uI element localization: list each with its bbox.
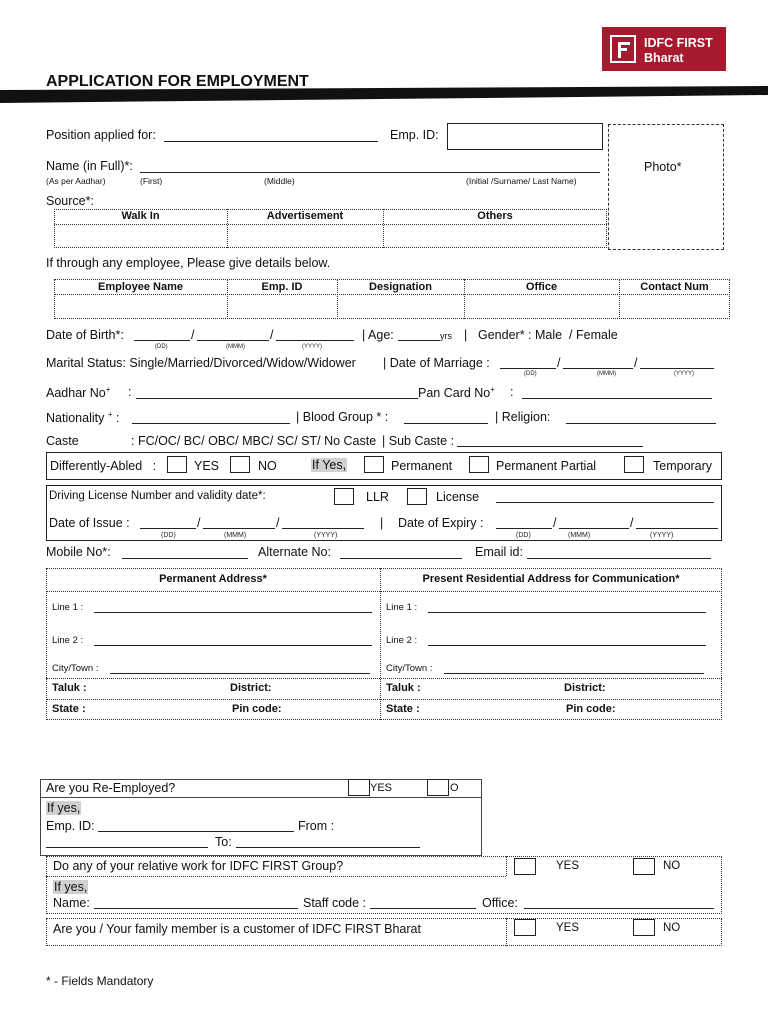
llr-checkbox[interactable] [334,488,354,505]
relative-no-checkbox[interactable] [633,858,655,875]
relative-staff-input[interactable] [370,908,476,909]
employee-ref-label: If through any employee, Please give details below. [46,256,331,270]
relative-office-input[interactable] [524,908,714,909]
license-number-input[interactable] [496,502,714,503]
dom-dd-input[interactable] [500,368,556,369]
alternate-label: Alternate No: [258,545,331,559]
name-sub-aadhar: (As per Aadhar) [46,176,106,186]
disability-label: Differently-Abled : [50,459,157,473]
blood-group-label: | Blood Group * : [296,410,389,424]
name-label: Name (in Full)*: [46,159,133,173]
perm-city-input[interactable] [110,673,370,674]
dom-mmm-input[interactable] [563,368,633,369]
photo-box[interactable] [608,124,724,250]
position-input[interactable] [164,141,378,142]
blood-group-input[interactable] [404,423,488,424]
email-input[interactable] [527,558,711,559]
aadhar-input[interactable] [136,398,418,399]
perm-line1-input[interactable] [94,612,372,613]
marital-label: Marital Status: Single/Married/Divorced/Widow/Widower [46,356,356,370]
name-sub-middle: (Middle) [264,176,295,186]
customer-yes-checkbox[interactable] [514,919,536,936]
issue-dd-input[interactable] [140,528,196,529]
reemployed-to-input[interactable] [236,847,420,848]
dob-mmm-input[interactable] [197,340,269,341]
sub-caste-label: | Sub Caste : [382,434,455,448]
expiry-yyyy-input[interactable] [636,528,718,529]
pan-label: Pan Card No+ [418,385,495,401]
alternate-input[interactable] [340,558,462,559]
logo-text-1: IDFC FIRST [644,36,713,50]
issue-yyyy-input[interactable] [282,528,364,529]
age-input[interactable] [398,340,440,341]
relative-name-input[interactable] [94,908,298,909]
present-address-title: Present Residential Address for Communication* [422,573,680,585]
permanent-partial-checkbox[interactable] [469,456,489,473]
col-employee-name: Employee Name [98,281,183,293]
dob-yyyy-input[interactable] [276,340,354,341]
aadhar-label: Aadhar No+ [46,385,111,401]
page-title: APPLICATION FOR EMPLOYMENT [46,73,309,90]
source-walk-in[interactable]: Walk In [121,210,160,222]
emp-id-input[interactable] [447,123,603,150]
nationality-label: Nationality + : [46,410,120,426]
caste-options[interactable]: : FC/OC/ BC/ OBC/ MBC/ SC/ ST/ No Caste [131,434,377,448]
pan-input[interactable] [522,398,712,399]
customer-no-checkbox[interactable] [633,919,655,936]
disability-yes-checkbox[interactable] [167,456,187,473]
permanent-address-title: Permanent Address* [159,573,267,585]
emp-id-label: Emp. ID: [390,128,439,142]
col-office: Office [525,281,558,293]
col-emp-id: Emp. ID [261,281,303,293]
mandatory-note: * - Fields Mandatory [46,974,154,988]
permanent-checkbox[interactable] [364,456,384,473]
sub-caste-input[interactable] [457,446,643,447]
logo-text-2: Bharat [644,51,684,65]
disability-no-checkbox[interactable] [230,456,250,473]
issue-date-label: Date of Issue : [49,516,130,530]
gender-label: Gender* : Male / Female [478,328,618,342]
reemployed-yes-checkbox[interactable] [348,779,370,796]
photo-label: Photo* [644,160,682,174]
source-others[interactable]: Others [477,210,513,222]
age-label: | Age: [362,328,394,342]
name-input[interactable] [140,172,600,173]
expiry-dd-input[interactable] [496,528,552,529]
nationality-input[interactable] [132,423,290,424]
name-sub-first: (First) [140,176,163,186]
col-designation: Designation [369,281,432,293]
pres-city-input[interactable] [444,673,704,674]
name-sub-last: (Initial /Surname/ Last Name) [466,176,577,186]
pres-line2-input[interactable] [428,645,706,646]
license-checkbox[interactable] [407,488,427,505]
source-advertisement[interactable]: Advertisement [266,210,344,222]
logo [602,27,726,71]
driving-label: Driving License Number and validity date*: [49,490,266,502]
dom-label: | Date of Marriage : [383,356,490,370]
reemployed-emp-id-input[interactable] [98,831,294,832]
expiry-mmm-input[interactable] [559,528,629,529]
issue-mmm-input[interactable] [203,528,275,529]
source-label: Source*: [46,194,94,208]
relative-yes-checkbox[interactable] [514,858,536,875]
caste-label: Caste [46,434,79,448]
perm-line2-input[interactable] [94,645,372,646]
email-label: Email id: [475,545,523,559]
position-label: Position applied for: [46,128,156,142]
religion-label: | Religion: [495,410,551,424]
religion-input[interactable] [566,423,716,424]
dob-dd-input[interactable] [134,340,190,341]
dob-label: Date of Birth*: [46,328,124,342]
expiry-date-label: Date of Expiry : [398,516,484,530]
reemployed-from-input[interactable] [46,847,208,848]
mobile-input[interactable] [122,558,248,559]
reemployed-no-checkbox[interactable] [427,779,449,796]
col-contact-num: Contact Num [640,281,709,293]
mobile-label: Mobile No*: [46,545,111,559]
pres-line1-input[interactable] [428,612,706,613]
title-banner-bar [0,86,768,106]
dom-yyyy-input[interactable] [640,368,714,369]
logo-mark-icon [610,35,636,63]
temporary-checkbox[interactable] [624,456,644,473]
